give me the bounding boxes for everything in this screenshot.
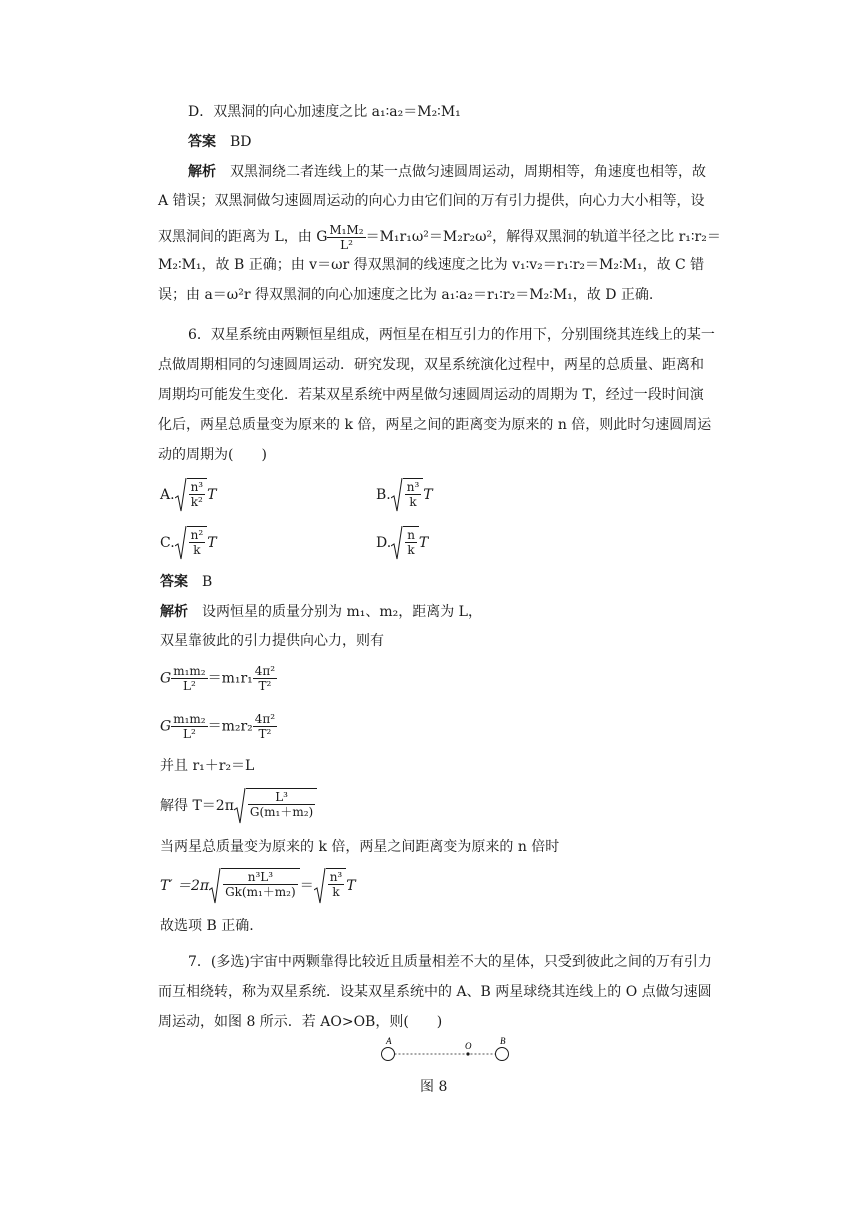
option-a (160, 478, 216, 512)
option-tail: T (418, 535, 429, 551)
option-tail: T (207, 535, 217, 551)
center-point-o (466, 1052, 469, 1055)
sqrt (314, 868, 347, 904)
fraction-denominator: k (332, 885, 340, 899)
q5-analysis-line-5: 误；由 a＝ω²r 得双黑洞的向心加速度之比为 a₁∶a₂＝r₁∶r₂＝M₂∶M₁，故 D 正确. (158, 287, 654, 303)
fraction-numerator: n³ (329, 870, 343, 884)
formula-text: G (160, 670, 172, 687)
option-letter: A. (160, 487, 175, 503)
fraction-numerator: 4π² (254, 712, 276, 726)
fraction (253, 664, 277, 693)
fraction-denominator: L² (340, 237, 353, 252)
fraction-denominator: k² (190, 495, 203, 509)
formula-text: ＝ (299, 878, 314, 894)
q5-analysis-line-2: A 错误；双黑洞做匀速圆周运动的向心力由它们间的万有引力提供，向心力大小相等，设 (158, 193, 705, 209)
formula-text: ＝m₁r₁ (207, 670, 253, 687)
q7-stem-line-2: 而互相绕转，称为双星系统．设某双星系统中的 A、B 两星球绕其连线上的 O 点做匀速圆 (158, 984, 712, 1000)
analysis-text: ＝M₁r₁ω²＝M₂r₂ω²，解得双黑洞的轨道半径之比 r₁∶r₂＝ (365, 229, 721, 245)
analysis-label: 解析 (160, 604, 188, 620)
fraction-numerator: n³ (406, 480, 420, 494)
q7-stem-line-1: 7．(多选)宇宙中两颗靠得比较近且质量相差不大的星体，只受到彼此之间的万有引力 (188, 954, 712, 970)
q6-answer (160, 571, 212, 593)
fraction-denominator: k (193, 543, 201, 557)
q6-analysis-line-3: 并且 r₁＋r₂＝L (160, 758, 255, 774)
fraction-numerator: n³L³ (223, 870, 298, 885)
option-tail: T (423, 487, 433, 503)
formula-text: ＝m₂r₂ (207, 718, 253, 735)
q5-option-d: D．双黑洞的向心加速度之比 a₁∶a₂＝M₂∶M₁ (188, 104, 461, 120)
fraction-denominator: Gk(m₁＋m₂) (225, 885, 296, 899)
analysis-label: 解析 (188, 164, 216, 180)
label-o: O (465, 1041, 472, 1051)
figure-caption: 图 8 (420, 1079, 448, 1095)
label-a: A (386, 1036, 392, 1046)
sqrt (175, 526, 208, 560)
q5-analysis-line-4: M₂∶M₁，故 B 正确；由 v＝ωr 得双黑洞的线速度之比为 v₁∶v₂＝r₁∶r₂＝M₂∶M₁，故 C 错 (158, 257, 705, 273)
option-letter: B. (376, 487, 391, 503)
formula-text: 解得 T＝2π (160, 798, 234, 814)
option-d (376, 526, 428, 560)
sqrt (175, 478, 208, 512)
fraction-denominator: L² (182, 679, 196, 693)
star-a-circle (382, 1048, 395, 1061)
label-b: B (500, 1036, 506, 1046)
q7-stem-line-3: 周运动，如图 8 所示．若 AO>OB，则( ) (158, 1014, 443, 1030)
fraction-numerator: M₁M₂ (329, 222, 364, 237)
fraction-denominator: T² (258, 679, 272, 693)
formula-text: G (160, 718, 172, 735)
fraction-numerator: n (407, 528, 415, 542)
q6-stem-line-2: 点做周期相同的匀速圆周运动．研究发现，双星系统演化过程中，两星的总质量、距离和 (158, 357, 704, 373)
fraction-numerator: L³ (248, 790, 315, 805)
analysis-text: 设两恒星的质量分别为 m₁、m₂，距离为 L， (202, 604, 482, 620)
option-b (376, 478, 433, 512)
q6-stem-line-3: 周期均可能发生变化．若某双星系统中两星做匀速圆周运动的周期为 T，经过一段时间演 (158, 387, 704, 403)
formula-3 (160, 788, 317, 824)
fraction-denominator: G(m₁＋m₂) (249, 805, 314, 819)
sqrt (209, 868, 300, 904)
q6-analysis-line-1 (160, 601, 482, 623)
option-tail: T (207, 487, 217, 503)
q5-analysis-line-1 (188, 161, 706, 183)
q5-answer (188, 131, 252, 153)
formula-1 (160, 664, 277, 693)
sqrt (234, 788, 317, 824)
fraction-denominator: T² (258, 727, 272, 741)
option-c (160, 526, 217, 560)
formula-2 (160, 712, 277, 741)
fraction-numerator: 4π² (254, 664, 276, 678)
fraction (171, 712, 207, 741)
fraction (171, 664, 207, 693)
fraction-denominator: k (409, 495, 417, 509)
q6-stem-line-4: 化后，两星总质量变为原来的 k 倍，两星之间的距离变为原来的 n 倍，则此时匀速圆周运 (158, 417, 712, 433)
fraction (253, 712, 277, 741)
analysis-text: 双黑洞绕二者连线上的某一点做匀速圆周运动，周期相等，角速度也相等，故 (230, 164, 706, 180)
formula-text: T′ ＝2π (160, 878, 210, 894)
fraction-numerator: n³ (190, 480, 204, 494)
answer-value: BD (230, 134, 252, 150)
fraction (327, 223, 365, 252)
fraction-denominator: k (407, 543, 415, 557)
analysis-text: 双黑洞间的距离为 L，由 G (158, 229, 328, 245)
q6-stem-line-5: 动的周期为( ) (158, 447, 267, 463)
q6-analysis-line-4: 当两星总质量变为原来的 k 倍，两星之间距离变为原来的 n 倍时 (160, 839, 560, 855)
q5-analysis-line-3 (158, 222, 721, 252)
option-letter: D. (376, 535, 392, 551)
q6-analysis-line-5: 故选项 B 正确. (160, 918, 254, 934)
sqrt (391, 526, 419, 560)
binary-star-figure (378, 1034, 518, 1064)
fraction-numerator: m₁m₂ (173, 712, 206, 726)
star-b-circle (496, 1048, 509, 1061)
fraction-numerator: n² (190, 528, 204, 542)
answer-label: 答案 (188, 134, 216, 150)
formula-4 (160, 868, 356, 904)
sqrt (391, 478, 424, 512)
formula-text: T (346, 878, 356, 894)
q6-analysis-line-2: 双星靠彼此的引力提供向心力，则有 (160, 633, 384, 649)
answer-label: 答案 (160, 574, 188, 590)
fraction-denominator: L² (182, 727, 196, 741)
fraction-numerator: m₁m₂ (173, 664, 206, 678)
answer-value: B (202, 574, 213, 590)
option-letter: C. (160, 535, 175, 551)
q6-stem-line-1: 6．双星系统由两颗恒星组成，两恒星在相互引力的作用下，分别围绕其连线上的某一 (188, 327, 715, 343)
